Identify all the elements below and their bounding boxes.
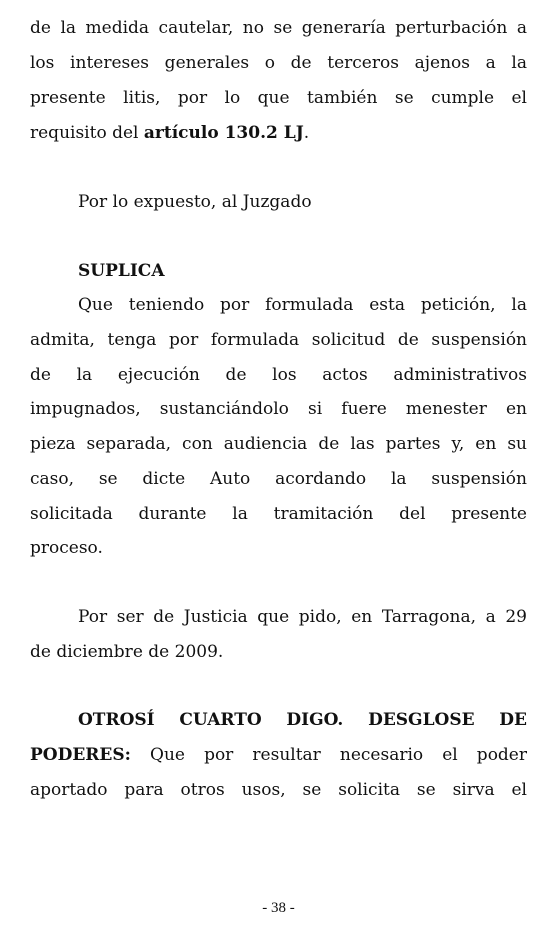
paragraph-line: solicitada durante la tramitación del presente [30,504,527,524]
paragraph-line: de la medida cautelar, no se generaría perturbación a [30,18,527,38]
paragraph-line: de diciembre de 2009. [30,642,224,662]
otrosi-heading: OTROSÍ CUARTO DIGO. DESGLOSE DE [78,710,527,730]
paragraph-line: admita, tenga por formulada solicitud de suspensión [30,330,527,350]
paragraph-line [30,123,527,143]
paragraph-line: los intereses generales o de terceros ajenos a la [30,53,527,73]
paragraph-line [30,745,527,765]
paragraph-line: Por ser de Justicia que pido, en Tarragona, a 29 [78,607,527,627]
paragraph-line: de la ejecución de los actos administrativos [30,365,527,385]
article-reference: artículo 130.2 LJ [143,123,304,143]
paragraph-line: caso, se dicte Auto acordando la suspensión [30,469,527,489]
paragraph-line: pieza separada, con audiencia de las partes y, en su [30,434,527,454]
paragraph-line: Por lo expuesto, al Juzgado [78,192,312,212]
page-number: - 38 - [262,900,295,916]
paragraph-text: requisito del [30,123,144,143]
paragraph-line: impugnados, sustanciándolo si fuere menester en [30,399,527,419]
paragraph-text: Que por resultar necesario el poder [130,745,527,765]
paragraph-line: Que teniendo por formulada esta petición, la [78,295,527,315]
paragraph-line: presente litis, por lo que también se cumple el [30,88,527,108]
otrosi-heading-continuation: PODERES: [30,745,131,765]
paragraph-text: . [303,123,310,143]
paragraph-line: proceso. [30,538,103,558]
paragraph-line: aportado para otros usos, se solicita se sirva el [30,780,527,800]
suplica-heading: SUPLICA [78,261,165,281]
